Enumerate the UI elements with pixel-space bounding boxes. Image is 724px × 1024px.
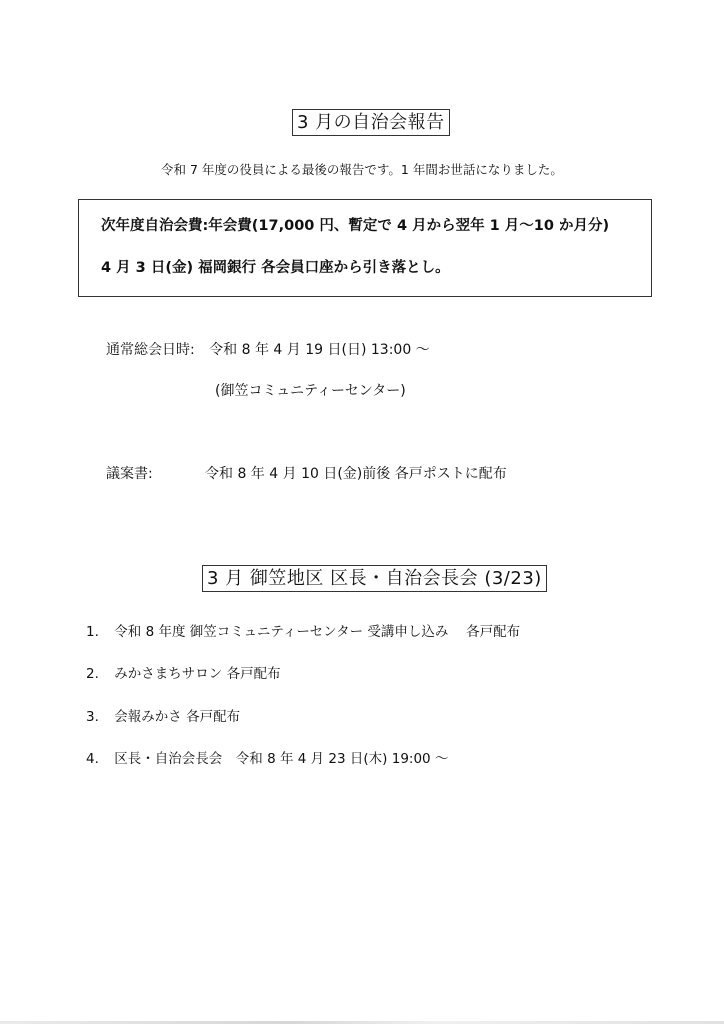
list-item-text: 令和 8 年度 御笠コミュニティーセンター 受講申し込み 各戸配布 xyxy=(114,624,521,640)
list-item xyxy=(86,665,281,683)
annual-fee-text: 次年度自治会費:年会費(17,000 円、暫定で 4 月から翌年 1 月～10 か月分) xyxy=(101,218,610,234)
agenda-label: 議案書: xyxy=(106,466,153,482)
debit-date-text: 4 月 3 日(金) 福岡銀行 各会員口座から引き落とし。 xyxy=(101,260,450,276)
general-meeting-row xyxy=(106,341,430,359)
list-item-text: みかさまちサロン 各戸配布 xyxy=(114,666,281,682)
district-meeting-title: 3 月 御笠地区 区長・自治会長会 (3/23) xyxy=(202,565,547,592)
fee-notice-box xyxy=(78,199,652,297)
general-meeting-datetime: 令和 8 年 4 月 19 日(日) 13:00 ～ xyxy=(209,342,430,358)
general-meeting-label: 通常総会日時: xyxy=(106,342,195,358)
list-item xyxy=(86,750,448,768)
list-item-text: 区長・自治会長会 令和 8 年 4 月 23 日(木) 19:00 ～ xyxy=(114,751,449,767)
list-item xyxy=(86,708,240,726)
report-title: 3 月の自治会報告 xyxy=(292,109,450,136)
agenda-value: 令和 8 年 4 月 10 日(金)前後 各戸ポストに配布 xyxy=(205,466,507,482)
list-item-number: 1. xyxy=(86,624,99,640)
general-meeting-venue: (御笠コミュニティーセンター) xyxy=(215,383,406,399)
intro-text: 令和 7 年度の役員による最後の報告です。1 年間お世話になりました。 xyxy=(161,162,563,177)
list-item xyxy=(86,623,520,641)
list-item-number: 2. xyxy=(86,666,99,682)
list-item-number: 4. xyxy=(86,751,99,767)
list-item-text: 会報みかさ 各戸配布 xyxy=(114,709,241,725)
list-item-number: 3. xyxy=(86,709,99,725)
